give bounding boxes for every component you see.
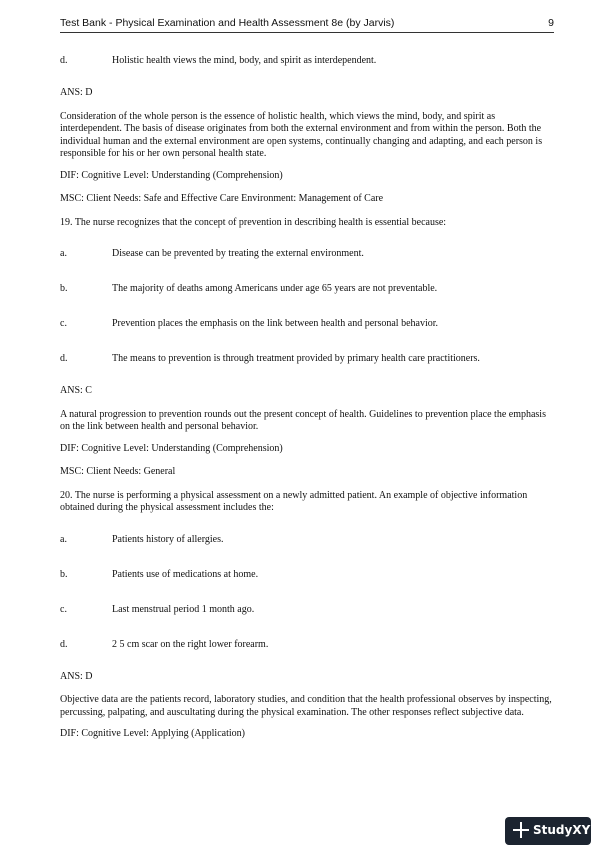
page-number: 9 [548, 17, 554, 29]
option-letter: d. [60, 638, 68, 650]
option-letter: d. [60, 353, 68, 364]
plus-icon [513, 822, 529, 838]
q19-answer: ANS: C [60, 385, 92, 396]
page-header [60, 15, 554, 33]
option-text: The means to prevention is through treatment provided by primary health care practitioners. [112, 353, 480, 364]
q20-option-d [60, 639, 554, 652]
q20-difficulty: DIF: Cognitive Level: Applying (Application) [60, 728, 245, 739]
q20-option-c [60, 604, 554, 617]
q19-option-b [60, 283, 554, 296]
option-text: Disease can be prevented by treating the external environment. [112, 248, 364, 259]
header-title: Test Bank - Physical Examination and Health Assessment 8e (by Jarvis) [60, 17, 395, 29]
q19-option-a [60, 248, 554, 261]
option-letter: b. [60, 568, 68, 580]
option-letter: d. [60, 55, 68, 66]
option-letter: c. [60, 603, 67, 615]
option-text: The majority of deaths among Americans under age 65 years are not preventable. [112, 283, 438, 294]
option-text: 2 5 cm scar on the right lower forearm. [112, 638, 269, 650]
option-text: Prevention places the emphasis on the link between health and personal behavior. [112, 318, 439, 329]
option-text: Last menstrual period 1 month ago. [112, 603, 255, 615]
option-letter: c. [60, 318, 67, 329]
q19-msc: MSC: Client Needs: General [60, 466, 176, 477]
q19-stem: 19. The nurse recognizes that the concept of prevention in describing health is essential because: [60, 216, 447, 228]
q19-difficulty: DIF: Cognitive Level: Understanding (Comprehension) [60, 442, 283, 454]
option-letter: a. [60, 533, 67, 545]
q20-option-a [60, 534, 554, 547]
q18-msc: MSC: Client Needs: Safe and Effective Care Environment: Management of Care [60, 193, 384, 204]
q18-answer: ANS: D [60, 87, 93, 98]
q19-option-c [60, 318, 554, 331]
q19-rationale: A natural progression to prevention rounds out the present concept of health. Guidelines to prevention place the emphasis on the link between health and personal behavior. [60, 408, 546, 432]
q18-difficulty: DIF: Cognitive Level: Understanding (Comprehension) [60, 169, 283, 181]
option-text: Holistic health views the mind, body, and spirit as interdependent. [112, 55, 377, 66]
option-text: Patients use of medications at home. [112, 568, 259, 580]
q19-option-d [60, 353, 554, 366]
document-body [60, 55, 554, 741]
q20-option-b [60, 569, 554, 582]
q18-rationale: Consideration of the whole person is the essence of holistic health, which views the mind, body, and spirit as interdependent. The basis of disease originates from both the external environment and from within the person. Both the individual human and the external environment are open systems, continually changing and adapting, and each person is responsible for his or her own personal health state. [60, 110, 543, 159]
option-text: Patients history of allergies. [112, 533, 224, 545]
brand-name: StudyXY [533, 823, 591, 837]
option-letter: a. [60, 248, 67, 259]
q20-answer: ANS: D [60, 670, 93, 682]
q18-option-d [60, 55, 554, 68]
option-letter: b. [60, 283, 68, 294]
header-rule [60, 32, 554, 33]
q20-stem: 20. The nurse is performing a physical assessment on a newly admitted patient. An example of objective information obtained during the physical assessment includes the: [60, 489, 528, 513]
q20-rationale: Objective data are the patients record, laboratory studies, and condition that the health professional observes by inspecting, percussing, palpating, and auscultating during the physical examination. The other responses reflect subjective data. [60, 694, 552, 718]
studyxy-logo[interactable] [505, 817, 591, 845]
